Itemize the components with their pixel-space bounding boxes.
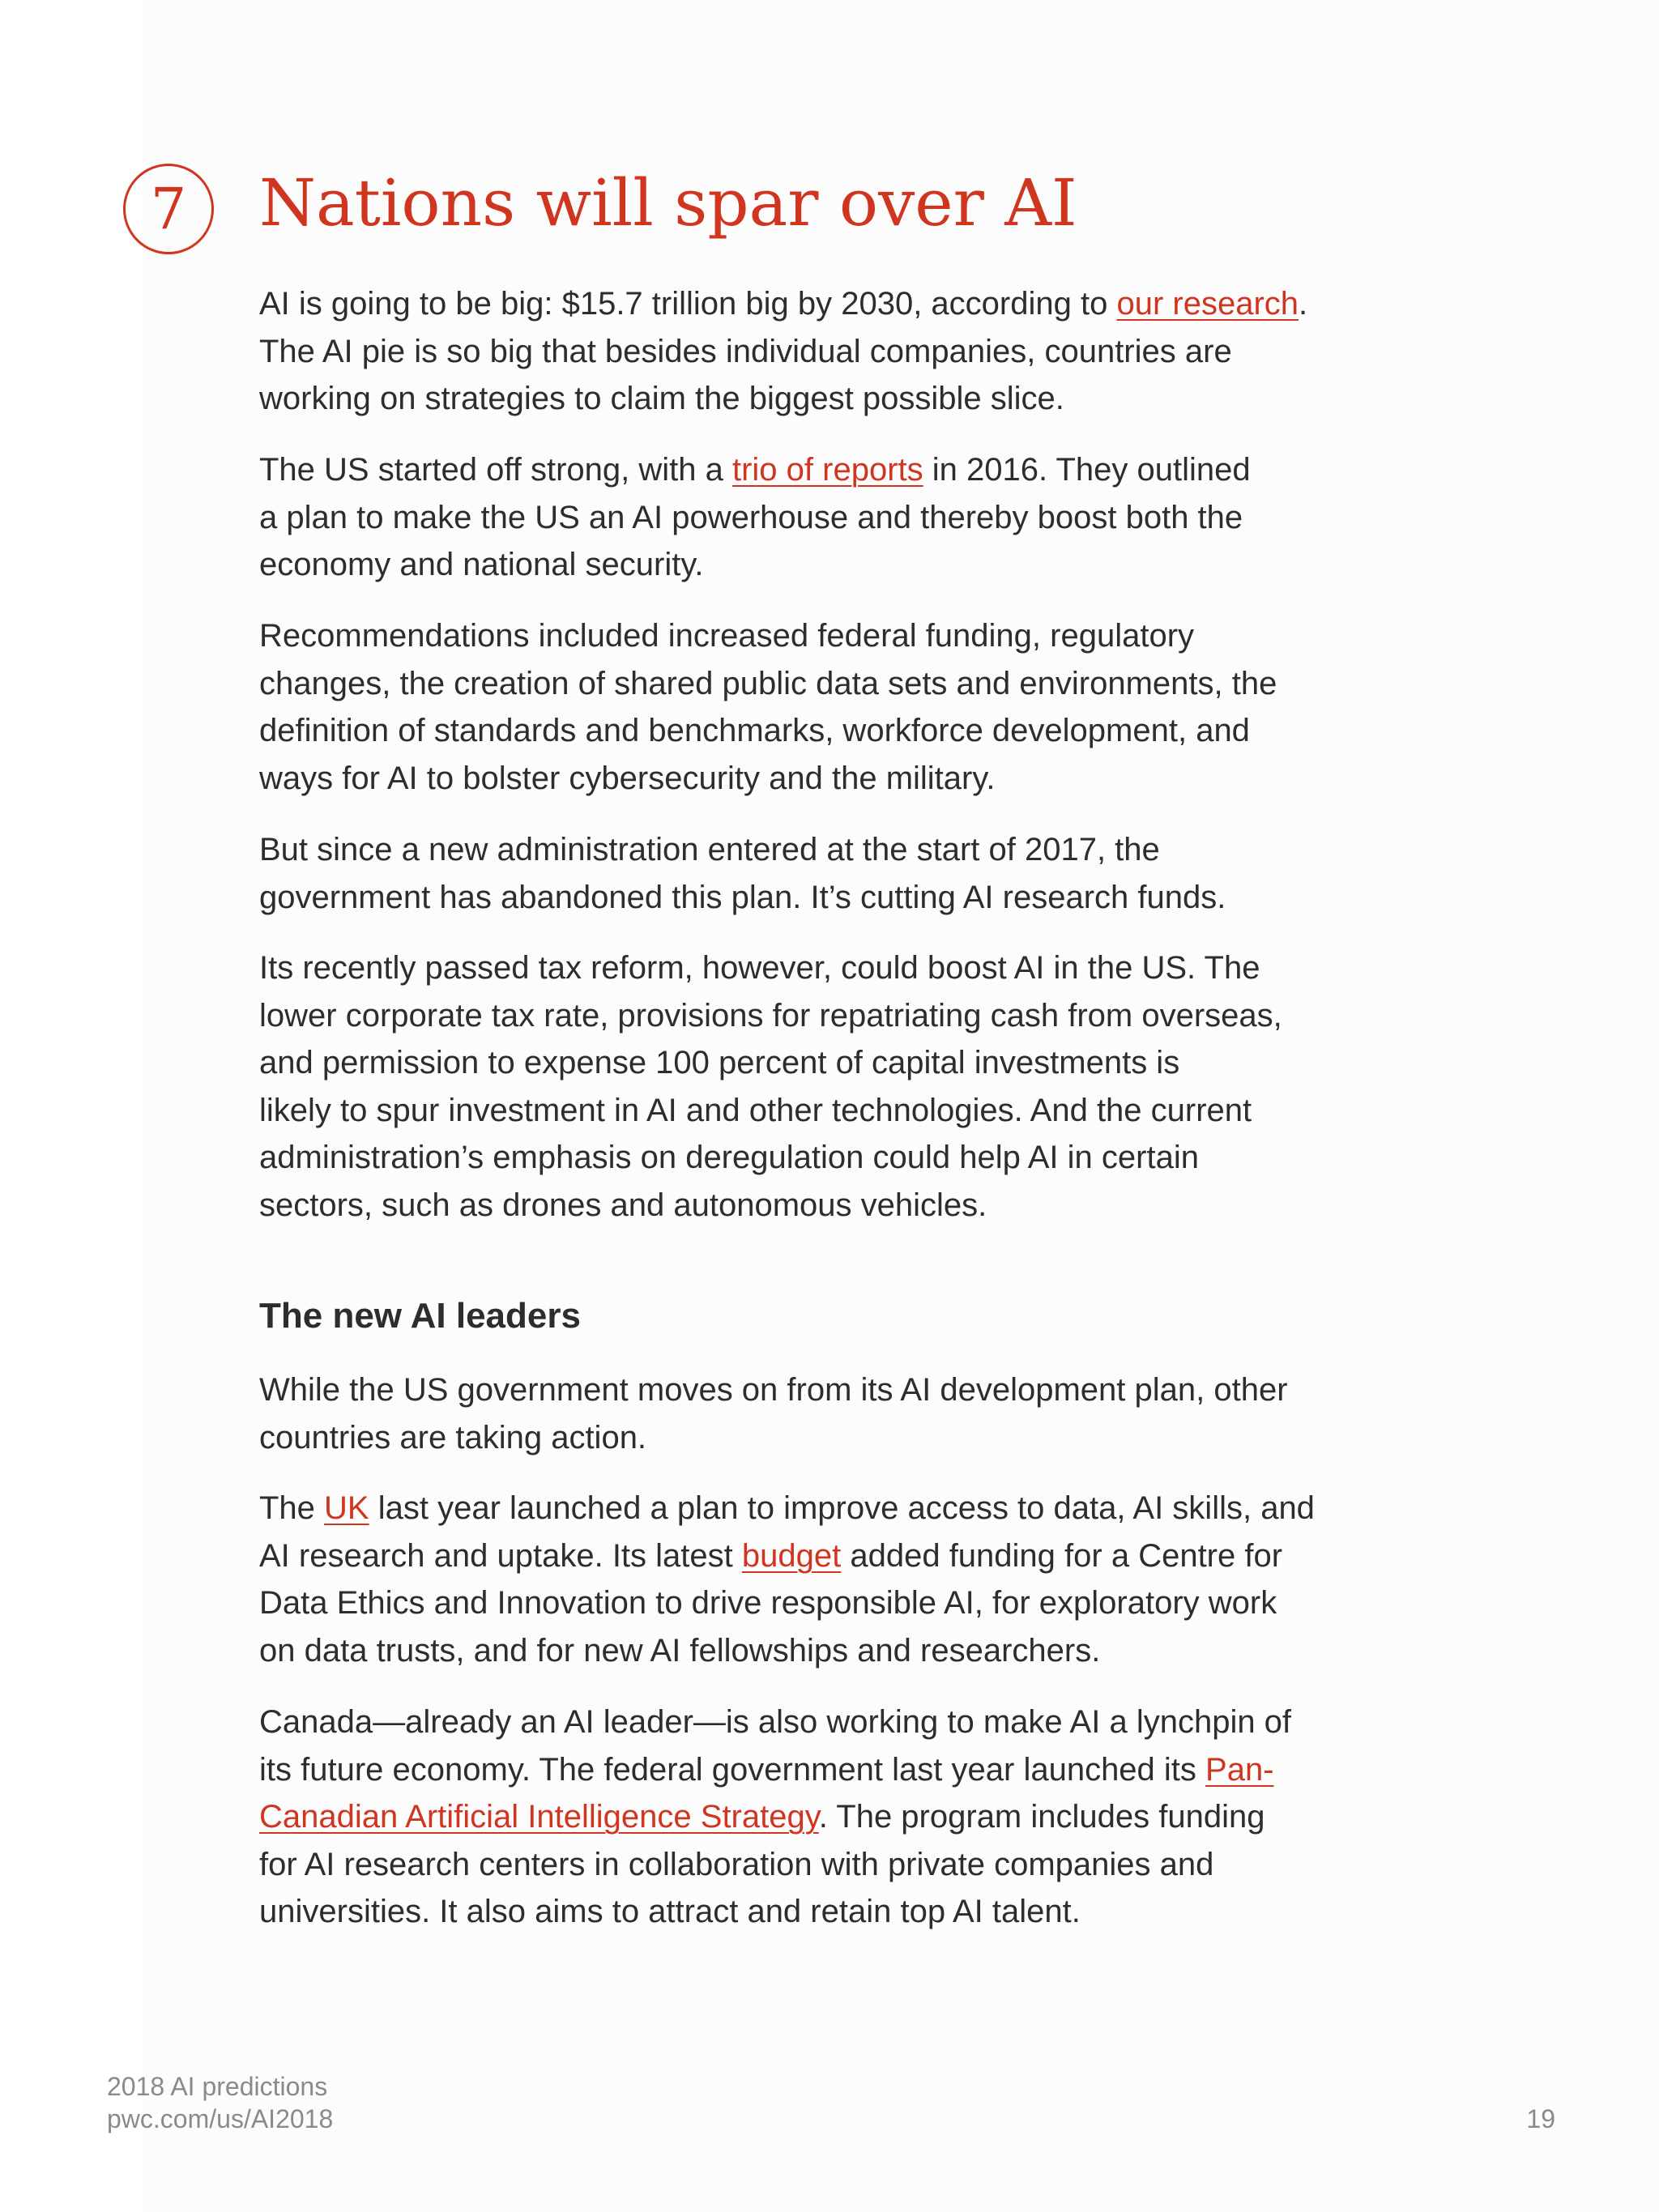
paragraph-line: changes, the creation of shared public data sets and environments, the <box>259 665 1277 701</box>
paragraph-line <box>259 1532 1442 1580</box>
paragraph-4 <box>259 826 1442 921</box>
paragraph-line: Its recently passed tax reform, however, could boost AI in the US. The <box>259 950 1260 986</box>
paragraph-line: Canada—already an AI leader—is also working to make AI a lynchpin of <box>259 1704 1292 1740</box>
paragraph-8 <box>259 1698 1442 1936</box>
paragraph-6 <box>259 1366 1442 1461</box>
paragraph-5 <box>259 944 1442 1229</box>
link-our-research[interactable]: our research <box>1116 286 1299 322</box>
section-subheading: The new AI leaders <box>259 1296 581 1336</box>
text-segment: The US started off strong, with a <box>259 452 732 488</box>
text-segment: its future economy. The federal government last year launched its <box>259 1751 1206 1788</box>
footer-url: pwc.com/us/AI2018 <box>107 2104 334 2133</box>
paragraph-line: But since a new administration entered at the start of 2017, the <box>259 832 1160 867</box>
text-segment: . <box>1299 286 1308 322</box>
paragraph-line: government has abandoned this plan. It’s cutting AI research funds. <box>259 879 1226 915</box>
text-segment: added funding for a Centre for <box>841 1537 1283 1574</box>
text-segment: in 2016. They outlined <box>923 452 1251 488</box>
text-segment: . The program includes funding <box>818 1799 1265 1835</box>
link-uk[interactable]: UK <box>324 1490 369 1526</box>
paragraph-line <box>259 1793 1442 1841</box>
paragraph-3 <box>259 612 1442 802</box>
paragraph-line: Data Ethics and Innovation to drive responsible AI, for exploratory work <box>259 1585 1277 1621</box>
paragraph-1 <box>259 280 1442 423</box>
section-number-badge <box>123 164 214 254</box>
paragraph-line: universities. It also aims to attract and retain top AI talent. <box>259 1894 1081 1929</box>
paragraph-line <box>259 1485 1442 1532</box>
footer <box>107 2070 333 2135</box>
paragraph-line: definition of standards and benchmarks, workforce development, and <box>259 713 1250 748</box>
section-number: 7 <box>150 176 187 242</box>
paragraph-line <box>259 1746 1442 1794</box>
text-segment: The <box>259 1490 325 1526</box>
paragraph-7 <box>259 1485 1442 1674</box>
page-title: Nations will spar over AI <box>259 165 1077 241</box>
text-segment: last year launched a plan to improve access to data, AI skills, and <box>369 1490 1315 1526</box>
paragraph-2 <box>259 446 1442 589</box>
paragraph-line: countries are taking action. <box>259 1419 647 1455</box>
paragraph-line: on data trusts, and for new AI fellowships and researchers. <box>259 1632 1101 1669</box>
link-pan-canadian-strategy-cont[interactable]: Canadian Artificial Intelligence Strategy <box>259 1799 819 1835</box>
paragraph-line: ways for AI to bolster cybersecurity and the military. <box>259 760 996 796</box>
paragraph-line: While the US government moves on from its AI development plan, other <box>259 1372 1288 1408</box>
paragraph-line: Recommendations included increased federal funding, regulatory <box>259 618 1195 654</box>
link-pan-canadian-strategy[interactable]: Pan- <box>1205 1751 1274 1788</box>
page-number: 19 <box>1526 2104 1555 2133</box>
paragraph-line: a plan to make the US an AI powerhouse and thereby boost both the <box>259 499 1243 535</box>
paragraph-line <box>259 446 1442 494</box>
paragraph-line: The AI pie is so big that besides individual companies, countries are <box>259 333 1232 369</box>
paragraph-line: and permission to expense 100 percent of capital investments is <box>259 1045 1180 1080</box>
link-trio-of-reports[interactable]: trio of reports <box>731 452 923 488</box>
paragraph-line <box>259 280 1442 328</box>
paragraph-line: economy and national security. <box>259 547 704 582</box>
paragraph-line: likely to spur investment in AI and other technologies. And the current <box>259 1092 1252 1128</box>
paragraph-line: sectors, such as drones and autonomous vehicles. <box>259 1187 987 1223</box>
text-segment: AI research and uptake. Its latest <box>259 1537 742 1574</box>
paragraph-line: for AI research centers in collaboration with private companies and <box>259 1846 1214 1882</box>
footer-publication: 2018 AI predictions <box>107 2072 328 2101</box>
link-budget[interactable]: budget <box>741 1537 842 1574</box>
paragraph-line: lower corporate tax rate, provisions for repatriating cash from overseas, <box>259 997 1282 1034</box>
paragraph-line: working on strategies to claim the biggest possible slice. <box>259 381 1064 416</box>
paragraph-line: administration’s emphasis on deregulation could help AI in certain <box>259 1140 1199 1175</box>
text-segment: AI is going to be big: $15.7 trillion big by 2030, according to <box>259 286 1117 322</box>
